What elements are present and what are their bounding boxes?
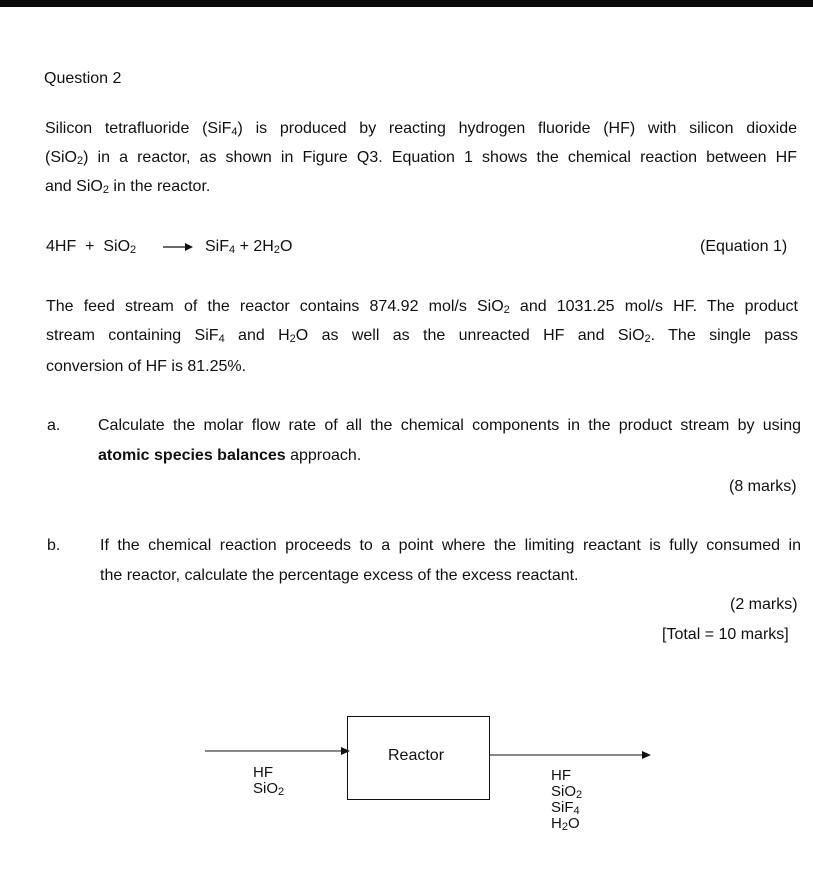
- total-marks: [Total = 10 marks]: [662, 626, 789, 643]
- inlet-hf: HF: [253, 764, 273, 781]
- part-b-letter: b.: [47, 537, 61, 554]
- equation-lhs: 4HF + SiO$_2$: [46, 238, 137, 256]
- equation-rhs: $SiF_4 + 2H_2O$: [205, 238, 293, 256]
- inlet-sio2: SiO$_2$: [253, 780, 285, 798]
- part-b-line-2: the reactor, calculate the percentage excess of the excess reactant.: [100, 567, 579, 584]
- intro-line-1: Silicon tetrafluoride (SiF$_4$) is produced by reacting hydrogen fluoride (HF) with silicon dioxide: [45, 120, 798, 138]
- atomic-species-emphasis: atomic species balances: [98, 447, 286, 464]
- part-a-marks: (8 marks): [729, 478, 797, 495]
- outlet-components: [551, 768, 582, 832]
- question-heading: Question 2: [44, 70, 122, 87]
- feed-line-3: conversion of HF is 81.25%.: [46, 358, 247, 375]
- reactor-label: Reactor: [388, 747, 445, 764]
- part-a-letter: a.: [47, 417, 61, 434]
- intro-line-2: (SiO$_2$) in a reactor, as shown in Figure Q3. Equation 1 shows the chemical reaction between HF: [45, 149, 797, 167]
- feed-line-2: stream containing SiF$_4$ and $H_2O$ as well as the unreacted HF and SiO$_2$. The single pass: [46, 327, 799, 345]
- outlet-h2o: $H_2O$: [551, 815, 580, 833]
- part-a-line-2: atomic species balances approach.: [98, 447, 362, 464]
- outlet-arrow-icon: [490, 748, 652, 764]
- part-a-line-1: Calculate the molar flow rate of all the chemical components in the product stream by using: [98, 417, 801, 434]
- equation-label: (Equation 1): [700, 238, 788, 255]
- outlet-hf: HF: [551, 767, 571, 784]
- feed-line-1: The feed stream of the reactor contains 874.92 mol/s SiO$_2$ and 1031.25 mol/s HF. The product: [46, 298, 799, 316]
- inlet-arrow-icon: [205, 744, 353, 760]
- part-b-line-1: If the chemical reaction proceeds to a point where the limiting reactant is fully consumed in: [100, 537, 801, 554]
- outlet-sio2: SiO$_2$: [551, 783, 583, 801]
- top-border: [0, 0, 813, 7]
- part-b-marks: (2 marks): [730, 596, 798, 613]
- reaction-arrow-icon: [163, 240, 193, 254]
- inlet-components: [253, 765, 284, 797]
- intro-line-3: and SiO$_2$ in the reactor.: [45, 178, 211, 196]
- outlet-sif4: SiF$_4$: [551, 799, 580, 817]
